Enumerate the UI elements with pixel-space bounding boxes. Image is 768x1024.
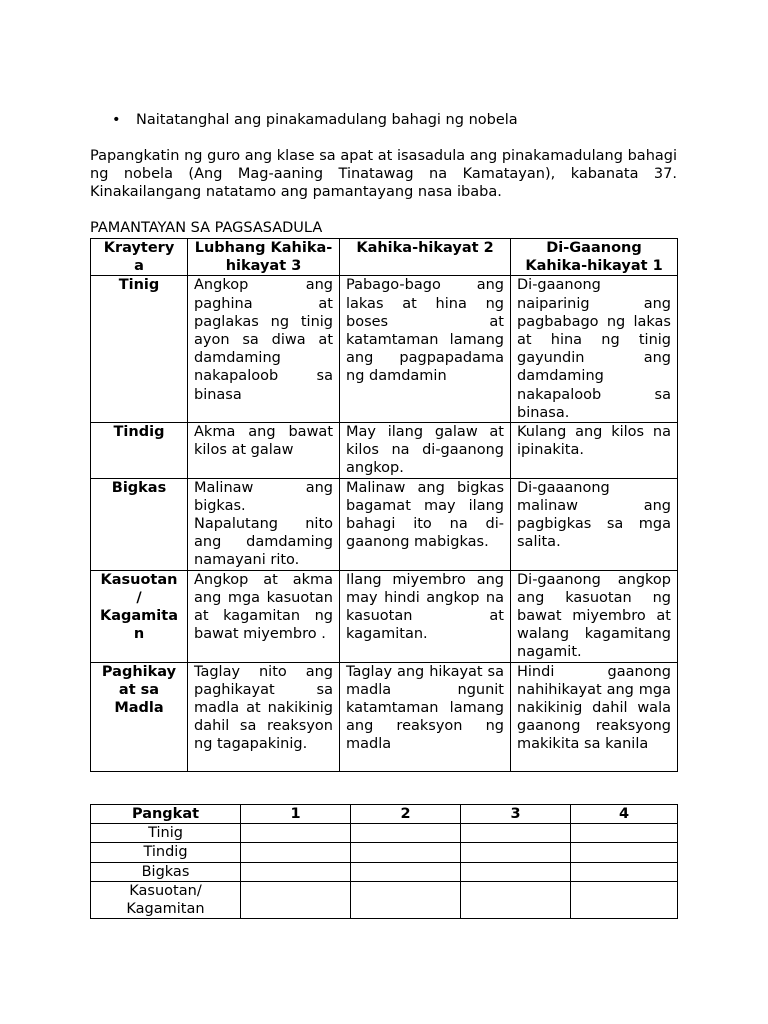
header-score-2: Kahika-hikayat 2 xyxy=(340,239,511,276)
score-cell[interactable] xyxy=(241,881,351,918)
rubric-header-row xyxy=(91,239,678,276)
criterion-cell: Kasuotan / Kagamita n xyxy=(91,570,188,662)
score-cell[interactable] xyxy=(571,862,678,881)
score-row-bigkas xyxy=(91,862,678,881)
header-group-3: 3 xyxy=(461,805,571,824)
score-cell[interactable] xyxy=(571,824,678,843)
score-cell[interactable] xyxy=(571,881,678,918)
descriptor-2: Pabago-bago ang lakas at hina ng boses at katamtaman lamang ang pagpapadama ng damdamin xyxy=(340,276,511,423)
score-row-tinig xyxy=(91,824,678,843)
score-cell[interactable] xyxy=(351,881,461,918)
header-pangkat: Pangkat xyxy=(91,805,241,824)
score-header-row xyxy=(91,805,678,824)
header-group-1: 1 xyxy=(241,805,351,824)
descriptor-2: May ilang galaw at kilos na di-gaanong angkop. xyxy=(340,423,511,479)
descriptor-1: Di-gaanong naiparinig ang pagbabago ng lakas at hina ng tinig gayundin ang damdaming nakapaloob sa binasa. xyxy=(511,276,678,423)
header-score-1: Di-Gaanong Kahika-hikayat 1 xyxy=(511,239,678,276)
descriptor-2: Ilang miyembro ang may hindi angkop na kasuotan at kagamitan. xyxy=(340,570,511,662)
score-row-label: Kasuotan/ Kagamitan xyxy=(91,881,241,918)
criterion-cell: Tindig xyxy=(91,423,188,479)
bullet-item: Naitatanghal ang pinakamadulang bahagi ng nobela xyxy=(136,112,518,128)
rubric-table xyxy=(90,238,678,772)
score-row-label: Tindig xyxy=(91,843,241,862)
score-cell[interactable] xyxy=(461,881,571,918)
criterion-cell: Bigkas xyxy=(91,478,188,570)
descriptor-1: Kulang ang kilos na ipinakita. xyxy=(511,423,678,479)
score-cell[interactable] xyxy=(571,843,678,862)
score-cell[interactable] xyxy=(461,862,571,881)
intro-paragraph: Papangkatin ng guro ang klase sa apat at isasadula ang pinakamadulang bahagi ng nobela (Ang Mag-aaning Tinatawag na Kamatayan), kabanata 37. Kinakailangang natatamo ang pamantayang nasa ibaba. xyxy=(90,148,677,201)
score-cell[interactable] xyxy=(351,843,461,862)
header-score-3: Lubhang Kahika-hikayat 3 xyxy=(188,239,340,276)
score-table xyxy=(90,804,678,919)
rubric-row-paghikayat xyxy=(91,662,678,771)
rubric-row-tinig xyxy=(91,276,678,423)
score-row-tindig xyxy=(91,843,678,862)
descriptor-2: Malinaw ang bigkas bagamat may ilang bahagi ito na di-gaanong mabigkas. xyxy=(340,478,511,570)
header-group-2: 2 xyxy=(351,805,461,824)
rubric-row-bigkas xyxy=(91,478,678,570)
descriptor-1: Di-gaaanong malinaw ang pagbigkas sa mga salita. xyxy=(511,478,678,570)
score-row-label: Bigkas xyxy=(91,862,241,881)
header-criteria: Kraytery a xyxy=(91,239,188,276)
descriptor-1: Di-gaanong angkop ang kasuotan ng bawat miyembro at walang kagamitang nagamit. xyxy=(511,570,678,662)
descriptor-1: Hindi gaanong nahihikayat ang mga nakikinig dahil wala gaanong reaksyong makikita sa kanila xyxy=(511,662,678,771)
header-group-4: 4 xyxy=(571,805,678,824)
criterion-cell: Tinig xyxy=(91,276,188,423)
rubric-row-tindig xyxy=(91,423,678,479)
rubric-row-kasuotan xyxy=(91,570,678,662)
descriptor-3: Malinaw ang bigkas. Napalutang nito ang damdaming namayani rito. xyxy=(188,478,340,570)
descriptor-3: Akma ang bawat kilos at galaw xyxy=(188,423,340,479)
descriptor-3: Angkop at akma ang mga kasuotan at kagamitan ng bawat miyembro . xyxy=(188,570,340,662)
score-cell[interactable] xyxy=(241,824,351,843)
descriptor-3: Angkop ang paghina at paglakas ng tinig ayon sa diwa at damdaming nakapaloob sa binasa xyxy=(188,276,340,423)
rubric-title: PAMANTAYAN SA PAGSASADULA xyxy=(90,220,323,236)
descriptor-3: Taglay nito ang paghikayat sa madla at nakikinig dahil sa reaksyon ng tagapakinig. xyxy=(188,662,340,771)
score-cell[interactable] xyxy=(461,824,571,843)
descriptor-2: Taglay ang hikayat sa madla ngunit katamtaman lamang ang reaksyon ng madla xyxy=(340,662,511,771)
score-cell[interactable] xyxy=(351,824,461,843)
score-cell[interactable] xyxy=(241,862,351,881)
score-row-kasuotan xyxy=(91,881,678,918)
bullet-marker: • xyxy=(112,112,121,128)
score-cell[interactable] xyxy=(241,843,351,862)
score-cell[interactable] xyxy=(351,862,461,881)
score-cell[interactable] xyxy=(461,843,571,862)
criterion-cell: Paghikay at sa Madla xyxy=(91,662,188,771)
score-row-label: Tinig xyxy=(91,824,241,843)
